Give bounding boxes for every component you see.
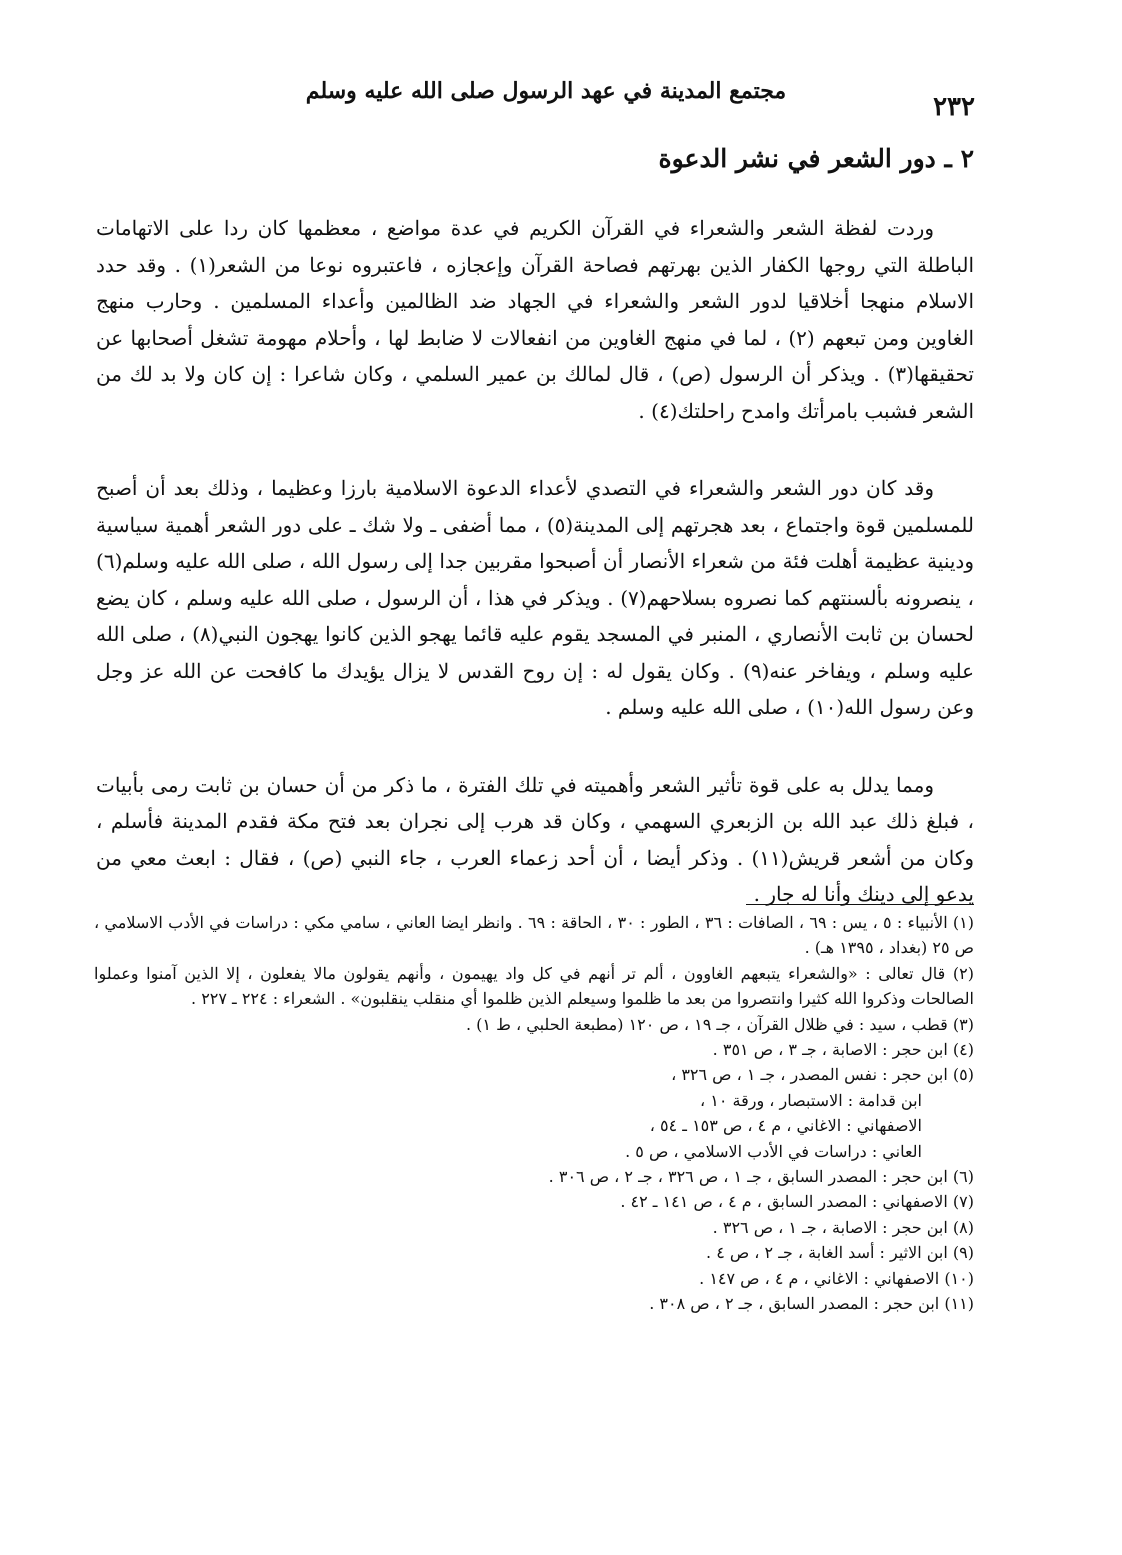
footnote-continuation: العاني : دراسات في الأدب الاسلامي ، ص ٥ . — [625, 1141, 922, 1161]
footnote: (٣) قطب ، سيد : في ظلال القرآن ، جـ ١٩ ، ص ١٢٠ (مطبعة الحلبي ، ط ١) . — [466, 1014, 974, 1034]
footnote: (٢) قال تعالى : «والشعراء يتبعهم الغاوون ، ألم تر أنهم في كل واد يهيمون ، وأنهم يقولون مالا يفعلون ، إلا الذين آمنوا وعملوا الصالحات وذكروا الله كثيرا وانتصروا من بعد ما ظلموا وسيعلم الذين ظلموا أي منقلب ينقلبون» . الشعراء : ٢٢٤ ـ ٢٢٧ . — [94, 963, 974, 1009]
footnote-continuation: الاصفهاني : الاغاني ، م ٤ ، ص ١٥٣ ـ ٥٤ ، — [649, 1116, 922, 1136]
footnote: (١١) ابن حجر : المصدر السابق ، جـ ٢ ، ص ٣٠٨ . — [649, 1294, 974, 1314]
footnote-continuation: ابن قدامة : الاستبصار ، ورقة ١٠ ، — [699, 1090, 922, 1110]
paragraph: وقد كان دور الشعر والشعراء في التصدي لأعداء الدعوة الاسلامية بارزا وعظيما ، وذلك بعد أن أصبح للمسلمين قوة واجتماع ، بعد هجرتهم إلى المدينة(٥) ، مما أضفى ـ ولا شك ـ على دور الشعر أهمية سياسية ودينية عظيمة أهلت فئة من شعراء الأنصار أن أصبحوا مقربين جدا إلى رسول الله ، صلى الله عليه وسلم(٦) ، ينصرونه بألسنتهم كما نصروه بسلاحهم(٧) . ويذكر في هذا ، أن الرسول ، صلى الله عليه وسلم ، كان يضع لحسان بن ثابت الأنصاري ، المنبر في المسجد يقوم عليه قائما يهجو الذين كانوا يهجون النبي(٨) ، صلى الله عليه وسلم ، ويفاخر عنه(٩) . وكان يقول له : إن روح القدس لا يزال يؤيدك ما كافحت عن الله عز وجل وعن رسول الله(١٠) ، صلى الله عليه وسلم . — [96, 476, 975, 719]
section-title: ٢ ـ دور الشعر في نشر الدعوة — [658, 144, 974, 173]
footnote: (٥) ابن حجر : نفس المصدر ، جـ ١ ، ص ٣٢٦ ، — [671, 1065, 974, 1085]
footnote-separator — [746, 904, 974, 905]
page-number: ٢٣٢ — [933, 92, 975, 122]
footnote: (٧) الاصفهاني : المصدر السابق ، م ٤ ، ص ١٤١ ـ ٤٢ . — [620, 1192, 974, 1212]
footnote: (١) الأنبياء : ٥ ، يس : ٦٩ ، الصافات : ٣٦ ، الطور : ٣٠ ، الحاقة : ٦٩ . وانظر ايضا العاني ، سامي مكي : دراسات في الأدب الاسلامي ، ص ٢٥ (بغداد ، ١٣٩٥ هـ) . — [94, 913, 974, 958]
footnote: (٨) ابن حجر : الاصابة ، جـ ١ ، ص ٣٢٦ . — [712, 1217, 974, 1237]
running-header: مجتمع المدينة في عهد الرسول صلى الله عليه وسلم — [305, 78, 787, 104]
footnote: (١٠) الاصفهاني : الاغاني ، م ٤ ، ص ١٤٧ . — [699, 1268, 974, 1288]
footnotes — [94, 910, 974, 1317]
paragraph: ومما يدلل به على قوة تأثير الشعر وأهميته في تلك الفترة ، ما ذكر من أن حسان بن ثابت رمى بأبيات ، فبلغ ذلك عبد الله بن الزبعري السهمي ، وكان قد هرب إلى نجران بعد فتح مكة فقدم المدينة فأسلم ، وكان من أشعر قريش(١١) . وذكر أيضا ، أن أحد زعماء العرب ، جاء النبي (ص) ، فقال : ابعث معي من يدعو إلى دينك وأنا له جار . — [96, 772, 974, 906]
paragraph: وردت لفظة الشعر والشعراء في القرآن الكريم في عدة مواضع ، معظمها كان ردا على الاتهامات الباطلة التي روجها الكفار الذين بهرتهم فصاحة القرآن وإعجازه ، فاعتبروه نوعا من الشعر(١) . وقد حدد الاسلام منهجا أخلاقيا لدور الشعر والشعراء في الجهاد ضد الظالمين وأعداء المسلمين . وحارب منهج الغاوين ومن تبعهم (٢) ، لما في منهج الغاوين من انفعالات لا ضابط لها ، وأحلام مهومة تشغل أصحابها عن تحقيقها(٣) . ويذكر أن الرسول (ص) ، قال لمالك بن عمير السلمي ، وكان شاعرا : إن كان ولا بد لك من الشعر فشبب بامرأتك وامدح راحلتك(٤) . — [96, 216, 975, 423]
body-text — [96, 210, 974, 913]
footnote: (٩) ابن الاثير : أسد الغابة ، جـ ٢ ، ص ٤ . — [706, 1243, 974, 1263]
footnote: (٦) ابن حجر : المصدر السابق ، جـ ١ ، ص ٣٢٦ ، جـ ٢ ، ص ٣٠٦ . — [548, 1167, 974, 1187]
footnote: (٤) ابن حجر : الاصابة ، جـ ٣ ، ص ٣٥١ . — [712, 1040, 974, 1060]
